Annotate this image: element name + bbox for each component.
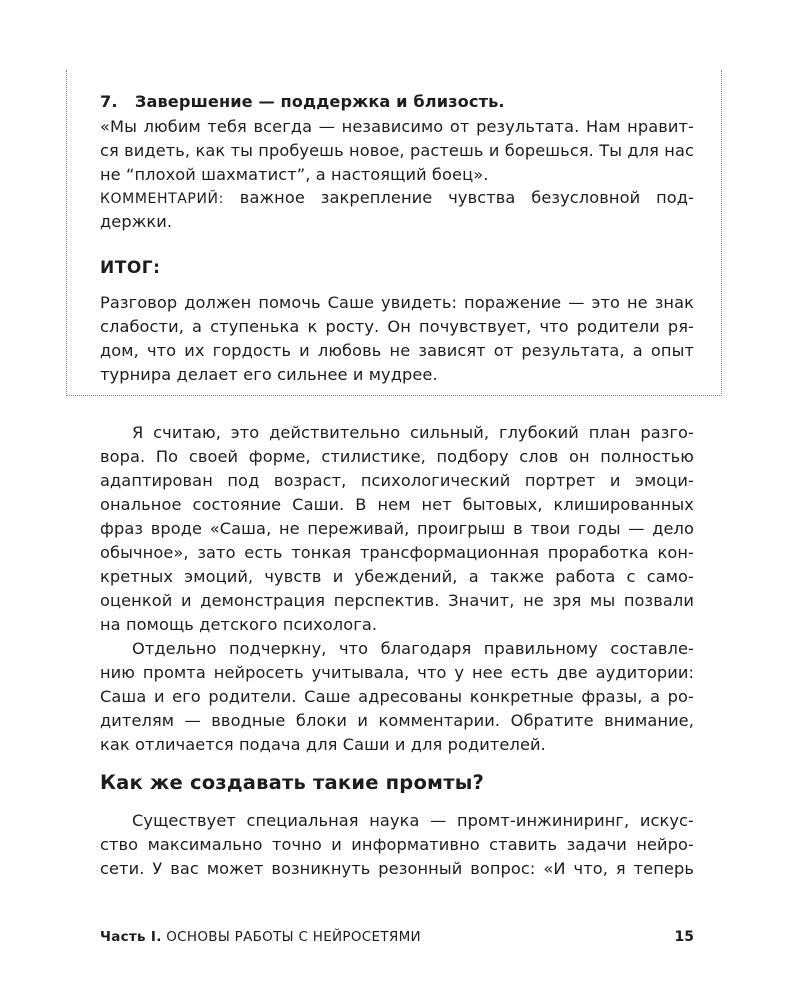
body-line: фраз вроде «Саша, не переживай, проигрыш в твои годы — дело <box>100 519 694 538</box>
footer-part: Часть I. <box>100 929 162 945</box>
quote-line: не “плохой шахматист”, а настоящий боец». <box>100 165 489 184</box>
item-number: 7. <box>100 92 118 111</box>
body-line: на помощь детского психолога. <box>100 615 378 634</box>
summary-line: турнира делает его сильнее и мудрее. <box>100 365 438 384</box>
body-line: ональное состояние Саши. В нем нет бытовых, клишированных <box>100 495 694 514</box>
comment-line: держки. <box>100 212 173 231</box>
section-heading: Как же создавать такие промты? <box>100 771 485 794</box>
summary-line: Разговор должен помочь Саше увидеть: поражение — это не знак <box>100 293 694 312</box>
comment-label: КОММЕНТАРИЙ: <box>100 191 224 207</box>
quote-line: «Мы любим тебя всегда — независимо от результата. Нам нравит- <box>100 117 694 136</box>
body-line: Существует специальная наука — промт-инжиниринг, искус- <box>132 811 694 830</box>
summary-line: дом, что их гордость и любовь не зависят от результата, а опыт <box>100 341 694 360</box>
body-line: Саша и его родители. Саше адресованы конкретные фразы, а ро- <box>100 687 694 706</box>
comment-line <box>100 186 694 210</box>
comment-text: важное закрепление чувства безусловной под- <box>223 188 694 207</box>
body-line: нию промта нейросеть учитывала, что у нее есть две аудитории: <box>100 663 694 682</box>
body-line: оценкой и демонстрация перспектив. Значит, не зря мы позвали <box>100 591 694 610</box>
body-line: Я считаю, это действительно сильный, глубокий план разго- <box>132 423 694 442</box>
body-line: обычное», зато есть тонкая трансформационная проработка кон- <box>100 543 694 562</box>
body-line: ство максимально точно и информативно ставить задачи нейро- <box>100 835 694 854</box>
summary-line: слабости, а ступенька к росту. Он почувствует, что родители ря- <box>100 317 694 336</box>
body-line: дителям — вводные блоки и комментарии. Обратите внимание, <box>100 711 694 730</box>
quote-line: ся видеть, как ты пробуешь новое, растешь и борешься. Ты для нас <box>100 141 694 160</box>
footer-title: ОСНОВЫ РАБОТЫ С НЕЙРОСЕТЯМИ <box>161 929 421 945</box>
body-line: Отдельно подчеркну, что благодаря правильному составле- <box>132 639 694 658</box>
item-title: Завершение — поддержка и близость. <box>134 92 505 111</box>
body-line: адаптирован под возраст, психологический портрет и эмоци- <box>100 471 694 490</box>
body-line: вора. По своей форме, стилистике, подбору слов он полностью <box>100 447 694 466</box>
page-number: 15 <box>674 929 694 945</box>
summary-heading: ИТОГ: <box>100 258 161 278</box>
body-line: кретных эмоций, чувств и убеждений, а также работа с само- <box>100 567 694 586</box>
body-line: как отличается подача для Саши и для родителей. <box>100 735 546 754</box>
item-7-title <box>100 90 694 114</box>
running-footer <box>100 929 421 945</box>
body-line: сети. У вас может возникнуть резонный вопрос: «И что, я теперь <box>100 859 694 878</box>
